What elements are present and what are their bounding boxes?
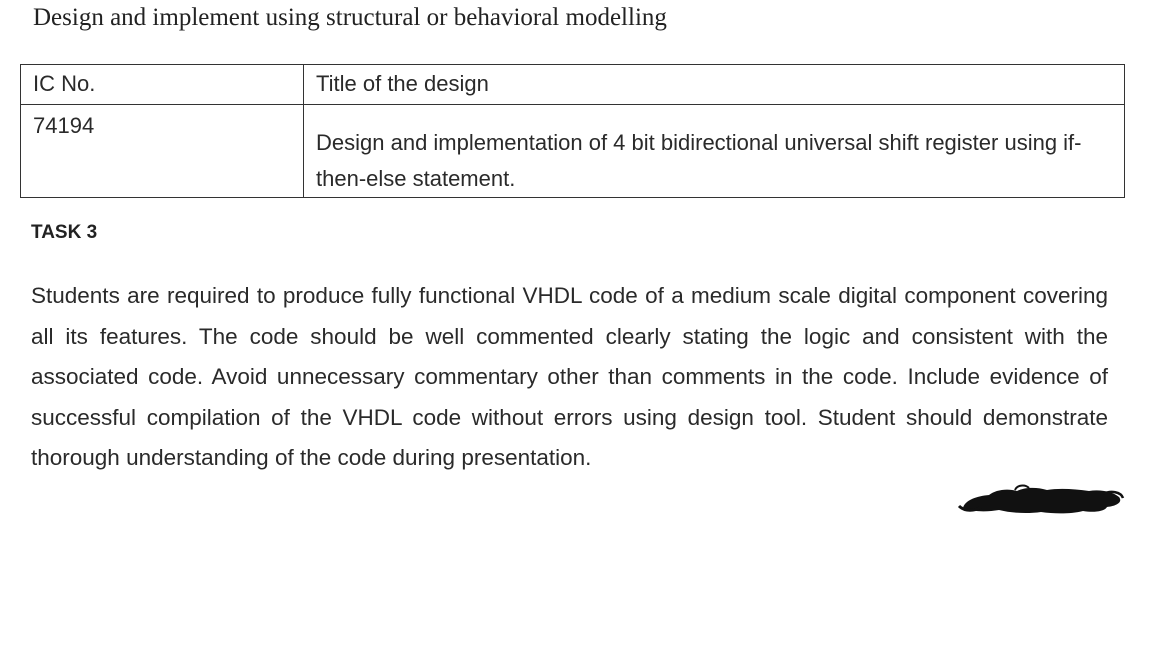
task-label: TASK 3: [31, 222, 98, 243]
redacted-signature: [955, 482, 1125, 518]
task-description: Students are required to produce fully functional VHDL code of a medium scale digital component covering all its features. The code should be well commented clearly stating the logic and consistent with the associated code. Avoid unnecessary commentary other than comments in the code. Include evidence of successful compilation of the VHDL code without errors using design tool. Student should demonstrate thorough understanding of the code during presentation.: [31, 283, 1108, 470]
title-header: Title of the design: [304, 65, 1125, 105]
ic-no-header: IC No.: [21, 65, 304, 105]
document-heading: Design and implement using structural or behavioral modelling: [33, 4, 667, 31]
design-table: [20, 64, 1125, 198]
design-title-cell: Design and implementation of 4 bit bidirectional universal shift register using if-then-else statement.: [304, 105, 1125, 198]
ic-no-cell: 74194: [21, 105, 304, 198]
table-header-row: [21, 65, 1125, 105]
table-row: [21, 105, 1125, 198]
